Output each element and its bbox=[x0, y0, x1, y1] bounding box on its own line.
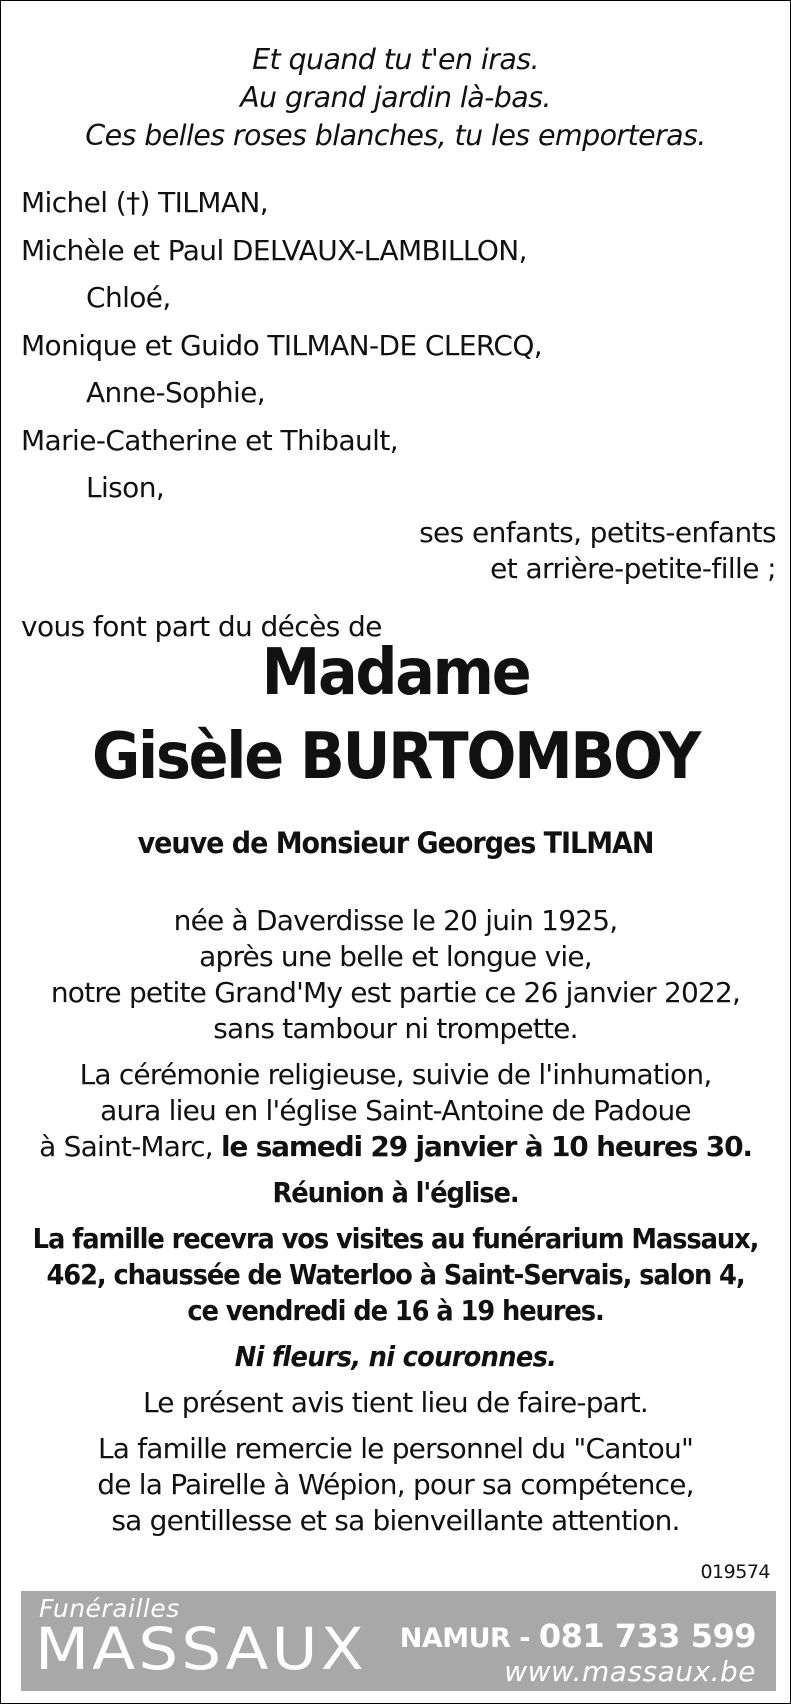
family-list bbox=[21, 179, 776, 650]
funeral-home-phone: 081 733 599 bbox=[538, 1617, 756, 1655]
visits-line: 462, chaussée de Waterloo à Saint-Servais, salon 4, bbox=[46, 1258, 745, 1291]
ceremony-line: aura lieu en l'église Saint-Antoine de Padoue bbox=[100, 1094, 691, 1127]
deceased-name: Gisèle BURTOMBOY bbox=[92, 720, 699, 794]
poem-line: Ces belles roses blanches, tu les emporteras. bbox=[85, 119, 706, 152]
notice-body bbox=[1, 903, 790, 1539]
family-relation: et arrière-petite-fille ; bbox=[490, 551, 776, 585]
announcement-text: vous font part du décès de bbox=[21, 609, 382, 643]
funeral-home-city: NAMUR bbox=[399, 1623, 511, 1654]
thanks-line: sa gentillesse et sa bienveillante attention. bbox=[111, 1504, 680, 1537]
family-member: Michel (†) TILMAN, bbox=[21, 186, 269, 219]
birth-line: née à Daverdisse le 20 juin 1925, bbox=[173, 904, 618, 937]
family-relation: ses enfants, petits-enfants bbox=[419, 515, 776, 549]
family-member: Chloé, bbox=[86, 281, 171, 314]
visits-line: ce vendredi de 16 à 19 heures. bbox=[187, 1294, 604, 1327]
meeting-point: Réunion à l'église. bbox=[272, 1176, 519, 1209]
funeral-home-website: www.massaux.be bbox=[504, 1655, 756, 1688]
poem-line: Et quand tu t'en iras. bbox=[252, 43, 539, 76]
funeral-home-brand: MASSAUX bbox=[35, 1615, 367, 1683]
ceremony-line bbox=[1, 1129, 790, 1165]
life-line: sans tambour ni trompette. bbox=[213, 1012, 578, 1045]
ceremony-date: le samedi 29 janvier à 10 heures 30. bbox=[220, 1130, 752, 1163]
deceased-title: Madame bbox=[261, 636, 530, 710]
family-member: Anne-Sophie, bbox=[86, 376, 266, 409]
deceased-name-block bbox=[33, 631, 759, 799]
poem-line: Au grand jardin là-bas. bbox=[240, 81, 551, 114]
thanks-line: La famille remercie le personnel du "Cantou" bbox=[97, 1432, 694, 1465]
poem bbox=[1, 41, 790, 155]
funeral-home-label: Funérailles bbox=[39, 1594, 180, 1623]
funeral-home-banner bbox=[21, 1591, 776, 1691]
funeral-home-contact bbox=[400, 1617, 756, 1655]
no-flowers: Ni fleurs, ni couronnes. bbox=[234, 1340, 557, 1373]
reference-number: 019574 bbox=[700, 1561, 770, 1583]
thanks-line: de la Pairelle à Wépion, pour sa compétence, bbox=[97, 1468, 694, 1501]
notice-line: Le présent avis tient lieu de faire-part. bbox=[142, 1386, 649, 1419]
visits-line: La famille recevra vos visites au funérarium Massaux, bbox=[32, 1222, 759, 1255]
ceremony-place: à Saint-Marc, bbox=[39, 1130, 221, 1163]
widow-of: veuve de Monsieur Georges TILMAN bbox=[137, 826, 654, 860]
family-member: Marie-Catherine et Thibault, bbox=[21, 423, 399, 457]
family-member: Monique et Guido TILMAN-DE CLERCQ, bbox=[21, 328, 543, 362]
family-member: Lison, bbox=[86, 471, 165, 504]
life-line: après une belle et longue vie, bbox=[199, 940, 592, 973]
contact-separator: - bbox=[510, 1623, 539, 1654]
ceremony-line: La cérémonie religieuse, suivie de l'inhumation, bbox=[79, 1058, 712, 1091]
death-line: notre petite Grand'My est partie ce 26 janvier 2022, bbox=[50, 976, 741, 1009]
family-member: Michèle et Paul DELVAUX-LAMBILLON, bbox=[21, 233, 527, 267]
